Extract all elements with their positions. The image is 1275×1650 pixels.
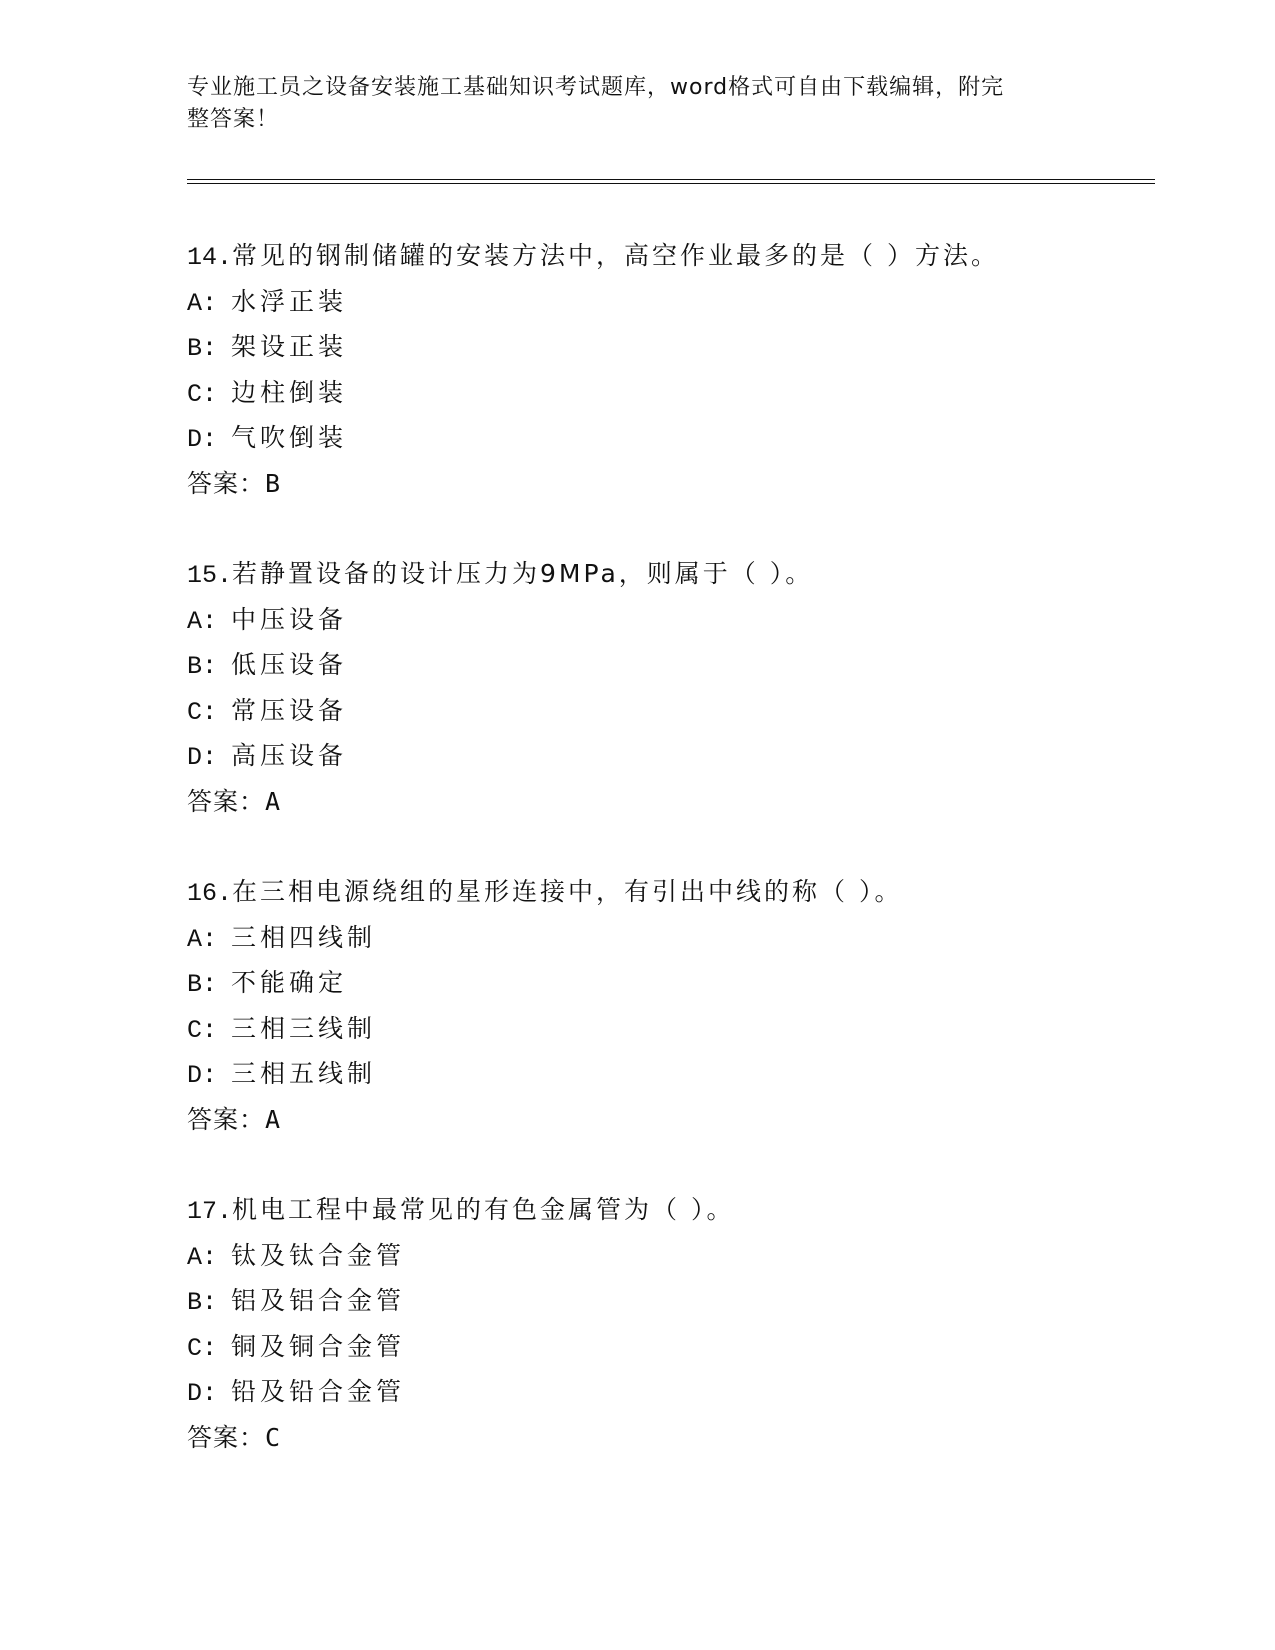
option-letter: A: [187, 288, 218, 318]
option-a [187, 279, 1155, 325]
answer-label: 答案： [187, 1422, 266, 1452]
option-letter: B: [187, 1288, 218, 1317]
option-text: 不能确定 [231, 968, 348, 997]
answer-value: C [265, 1422, 281, 1452]
question-number: 16. [187, 879, 233, 908]
question-stem [187, 869, 1155, 915]
option-d [187, 1051, 1155, 1097]
option-letter: B: [187, 970, 218, 999]
header-divider-bottom [187, 183, 1155, 184]
question-number: 14. [187, 243, 233, 272]
question-number: 17. [187, 1197, 233, 1226]
option-c [187, 1324, 1155, 1370]
question-stem [187, 551, 1155, 597]
header-line-2: 整答案！ [187, 107, 280, 132]
answer-line [187, 461, 1155, 507]
question-number: 15. [187, 561, 233, 590]
option-text: 铅及铅合金管 [231, 1377, 406, 1406]
option-a [187, 1233, 1155, 1279]
option-c [187, 688, 1155, 734]
option-letter: C: [187, 1333, 218, 1363]
option-letter: C: [187, 379, 218, 409]
question-stem [187, 1187, 1155, 1233]
question-text: 常见的钢制储罐的安装方法中，高空作业最多的是（ ）方法。 [232, 241, 999, 270]
answer-value: A [265, 1104, 281, 1134]
option-b [187, 1278, 1155, 1324]
answer-line [187, 1415, 1155, 1461]
answer-line [187, 779, 1155, 825]
option-b [187, 324, 1155, 370]
option-letter: A: [187, 606, 218, 636]
option-text: 中压设备 [231, 604, 348, 634]
option-letter: C: [187, 1015, 218, 1045]
option-text: 常压设备 [231, 695, 348, 725]
question-block [187, 1187, 1155, 1460]
option-b [187, 642, 1155, 688]
option-d [187, 1369, 1155, 1415]
option-b [187, 960, 1155, 1006]
option-letter: A: [187, 924, 218, 954]
question-text: 机电工程中最常见的有色金属管为（ ）。 [232, 1195, 735, 1224]
question-text: 在三相电源绕组的星形连接中，有引出中线的称（ ）。 [232, 877, 903, 906]
option-text: 三相三线制 [231, 1013, 377, 1043]
answer-label: 答案： [187, 1104, 266, 1134]
answer-value: B [265, 468, 281, 498]
option-text: 边柱倒装 [231, 377, 348, 407]
header-line-1: 专业施工员之设备安装施工基础知识考试题库，word格式可自由下载编辑，附完 [187, 75, 1005, 100]
option-a [187, 915, 1155, 961]
option-c [187, 1006, 1155, 1052]
option-text: 水浮正装 [231, 286, 348, 316]
option-text: 铝及铝合金管 [231, 1286, 406, 1315]
option-text: 钛及钛合金管 [231, 1240, 406, 1270]
option-text: 铜及铜合金管 [231, 1331, 406, 1361]
document-header [187, 72, 1067, 136]
option-text: 三相四线制 [231, 922, 377, 952]
option-d [187, 733, 1155, 779]
option-c [187, 370, 1155, 416]
answer-label: 答案： [187, 468, 266, 498]
option-letter: D: [187, 1061, 218, 1090]
option-letter: D: [187, 743, 218, 772]
option-letter: D: [187, 1379, 218, 1408]
option-a [187, 597, 1155, 643]
option-letter: B: [187, 652, 218, 681]
option-text: 气吹倒装 [231, 423, 348, 452]
question-text: 若静置设备的设计压力为9MPa，则属于（ ）。 [232, 559, 814, 588]
option-text: 三相五线制 [231, 1059, 377, 1088]
option-text: 高压设备 [231, 741, 348, 770]
answer-value: A [265, 786, 281, 816]
option-letter: D: [187, 425, 218, 454]
option-letter: A: [187, 1242, 218, 1272]
header-divider-top [187, 179, 1155, 180]
answer-line [187, 1097, 1155, 1143]
option-letter: B: [187, 334, 218, 363]
option-text: 低压设备 [231, 650, 348, 679]
answer-label: 答案： [187, 786, 266, 816]
question-stem [187, 233, 1155, 279]
question-block [187, 233, 1155, 506]
option-d [187, 415, 1155, 461]
question-block [187, 551, 1155, 824]
option-text: 架设正装 [231, 332, 348, 361]
question-block [187, 869, 1155, 1142]
option-letter: C: [187, 697, 218, 727]
